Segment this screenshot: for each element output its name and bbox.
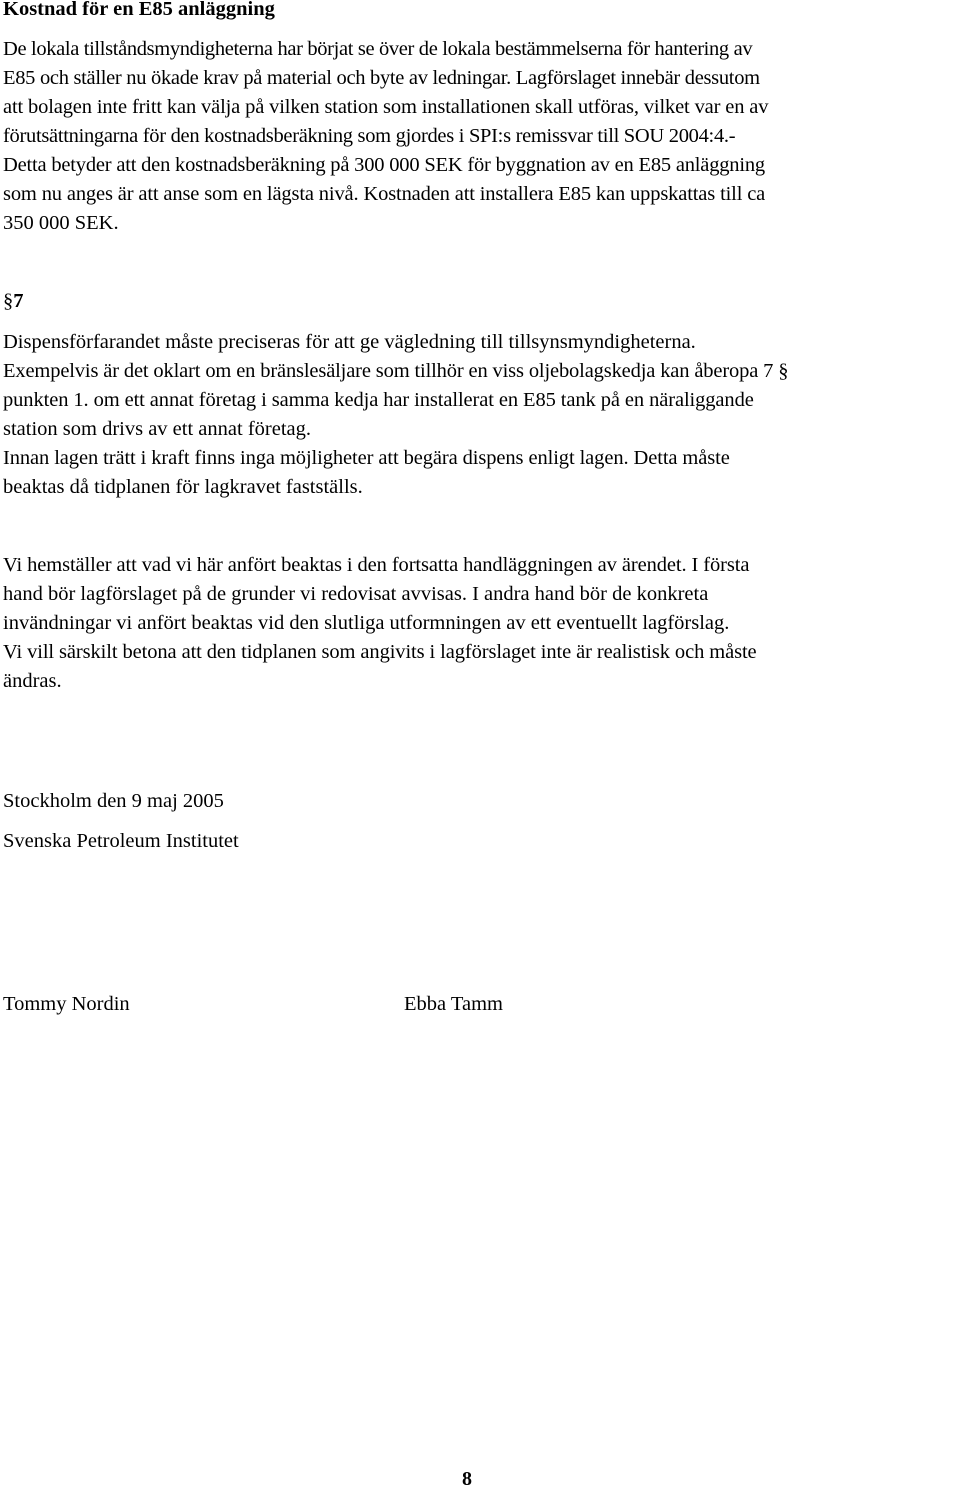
section-number: 7 (13, 290, 24, 312)
paragraph-line: Detta betyder att den kostnadsberäkning på 300 000 SEK för byggnation av en E85 anläggning (3, 154, 765, 176)
paragraph-line: E85 och ställer nu ökade krav på material och byte av ledningar. Lagförslaget innebär dessutom (3, 67, 760, 89)
paragraph-line: Exempelvis är det oklart om en bränslesäljare som tillhör en viss oljebolagskedja kan åberopa 7 § (3, 360, 789, 382)
section-symbol: § (3, 290, 14, 312)
paragraph-dispensation (3, 328, 958, 502)
paragraph-cost (3, 35, 958, 238)
place-date: Stockholm den 9 maj 2005 (3, 790, 224, 812)
paragraph-line: 350 000 SEK. (3, 212, 119, 234)
page-number: 8 (462, 1468, 472, 1490)
paragraph-line: beaktas då tidplanen för lagkravet fastställs. (3, 476, 363, 498)
heading-text: Kostnad för en E85 anläggning (3, 0, 275, 20)
paragraph-line: Innan lagen trätt i kraft finns inga möjligheter att begära dispens enligt lagen. Detta måste (3, 447, 730, 469)
paragraph-line: station som drivs av ett annat företag. (3, 418, 311, 440)
paragraph-line: Dispensförfarandet måste preciseras för att ge vägledning till tillsynsmyndigheterna. (3, 331, 696, 353)
paragraph-line: Vi hemställer att vad vi här anfört beaktas i den fortsatta handläggningen av ärendet. I första (3, 554, 750, 576)
paragraph-line: att bolagen inte fritt kan välja på vilken station som installationen skall utföras, vilket var en av (3, 96, 769, 118)
paragraph-line: Vi vill särskilt betona att den tidplanen som angivits i lagförslaget inte är realistisk och måste (3, 641, 757, 663)
paragraph-line: invändningar vi anfört beaktas vid den slutliga utformningen av ett eventuellt lagförslag. (3, 612, 730, 634)
paragraph-line: punkten 1. om ett annat företag i samma kedja har installerat en E85 tank på en näraliggande (3, 389, 754, 411)
paragraph-line: hand bör lagförslaget på de grunder vi redovisat avvisas. I andra hand bör de konkreta (3, 583, 709, 605)
paragraph-line: förutsättningarna för den kostnadsberäkning som gjordes i SPI:s remissvar till SOU 2004:4.- (3, 125, 736, 147)
section-7-heading (3, 287, 24, 316)
paragraph-line: ändras. (3, 670, 62, 692)
paragraph-line: De lokala tillståndsmyndigheterna har börjat se över de lokala bestämmelserna för hantering av (3, 38, 753, 60)
paragraph-line: som nu anges är att anse som en lägsta nivå. Kostnaden att installera E85 kan uppskattas till ca (3, 183, 766, 205)
signatory-first: Tommy Nordin (3, 993, 130, 1015)
paragraph-request (3, 551, 958, 696)
section-heading (3, 0, 958, 24)
organization-name: Svenska Petroleum Institutet (3, 830, 239, 852)
signatory-second: Ebba Tamm (404, 993, 503, 1015)
